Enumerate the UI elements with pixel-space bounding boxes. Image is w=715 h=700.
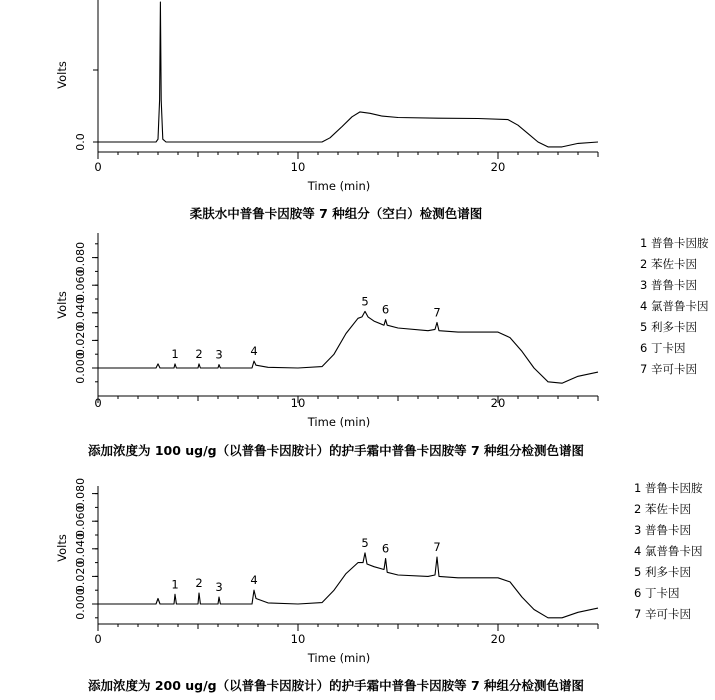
y-tick-label: 0.060	[74, 505, 87, 537]
legend-entry: 7 辛可卡因	[640, 362, 697, 376]
peak-label: 5	[361, 294, 369, 309]
legend-entry: 1 普鲁卡因胺	[640, 236, 709, 250]
x-tick-label: 0	[94, 632, 102, 646]
legend-entry: 6 丁卡因	[640, 341, 686, 355]
legend-entry: 1 普鲁卡因胺	[634, 481, 703, 495]
x-tick-label: 0	[94, 396, 102, 410]
legend-entry: 3 普鲁卡因	[634, 523, 691, 537]
y-axis-title: Volts	[55, 534, 69, 562]
x-tick-label: 10	[290, 632, 306, 646]
legend-entry: 4 氯普鲁卡因	[640, 299, 709, 313]
x-axis-title: Time (min)	[307, 179, 371, 193]
legend-entry: 2 苯佐卡因	[640, 257, 697, 271]
x-tick-label: 20	[490, 160, 506, 174]
peak-label: 7	[433, 540, 441, 555]
peak-label: 3	[215, 580, 223, 595]
legend-entry: 3 普鲁卡因	[640, 278, 697, 292]
y-tick-label: 0.000	[74, 352, 87, 384]
x-tick-label: 10	[290, 160, 306, 174]
chart-panel-1	[55, 0, 598, 221]
x-tick-label: 10	[290, 396, 306, 410]
y-tick-label: 0.020	[74, 560, 87, 593]
legend-entry: 2 苯佐卡因	[634, 502, 691, 516]
peak-label: 2	[195, 575, 203, 590]
chart-caption: 柔肤水中普鲁卡因胺等 7 种组分（空白）检测色谱图	[189, 206, 483, 221]
y-tick-label: 0.040	[74, 297, 87, 329]
legend-entry: 7 辛可卡因	[634, 607, 691, 621]
y-tick-label: 0.040	[74, 533, 87, 565]
series-line-1	[98, 2, 598, 147]
legend-entry: 4 氯普鲁卡因	[634, 544, 703, 558]
peak-label: 7	[433, 305, 441, 320]
x-tick-label: 20	[490, 396, 506, 410]
x-axis-title: Time (min)	[307, 415, 371, 429]
peak-label: 3	[215, 347, 223, 362]
y-tick-label: 0.080	[74, 477, 87, 510]
chart-panel-2	[55, 233, 709, 458]
y-tick-label: 0.020	[74, 324, 87, 357]
peak-label: 5	[361, 535, 369, 550]
chart-panel-3	[55, 478, 703, 693]
y-tick-label: 0.060	[74, 269, 87, 301]
y-axis-title: Volts	[55, 291, 69, 319]
peak-label: 1	[171, 346, 179, 361]
x-tick-label: 0	[94, 160, 102, 174]
peak-label: 4	[250, 344, 258, 359]
chart-caption: 添加浓度为 200 ug/g（以普鲁卡因胺计）的护手霜中普鲁卡因胺等 7 种组分检测色谱图	[87, 678, 585, 693]
chart-caption: 添加浓度为 100 ug/g（以普鲁卡因胺计）的护手霜中普鲁卡因胺等 7 种组分检测色谱图	[87, 443, 585, 458]
y-axis-title: Volts	[55, 61, 69, 89]
y-tick-label: 0.000	[74, 588, 87, 620]
peak-label: 2	[195, 346, 203, 361]
peak-label: 4	[250, 573, 258, 588]
legend-entry: 6 丁卡因	[634, 586, 680, 600]
peak-label: 6	[381, 302, 390, 317]
x-axis-title: Time (min)	[307, 651, 371, 665]
y-tick-label: 0.080	[74, 241, 87, 274]
legend-entry: 5 利多卡因	[640, 320, 697, 334]
x-tick-label: 20	[490, 632, 506, 646]
peak-label: 1	[171, 577, 179, 592]
y-tick-label: 0.0	[74, 133, 87, 151]
peak-label: 6	[381, 541, 390, 556]
legend-entry: 5 利多卡因	[634, 565, 691, 579]
